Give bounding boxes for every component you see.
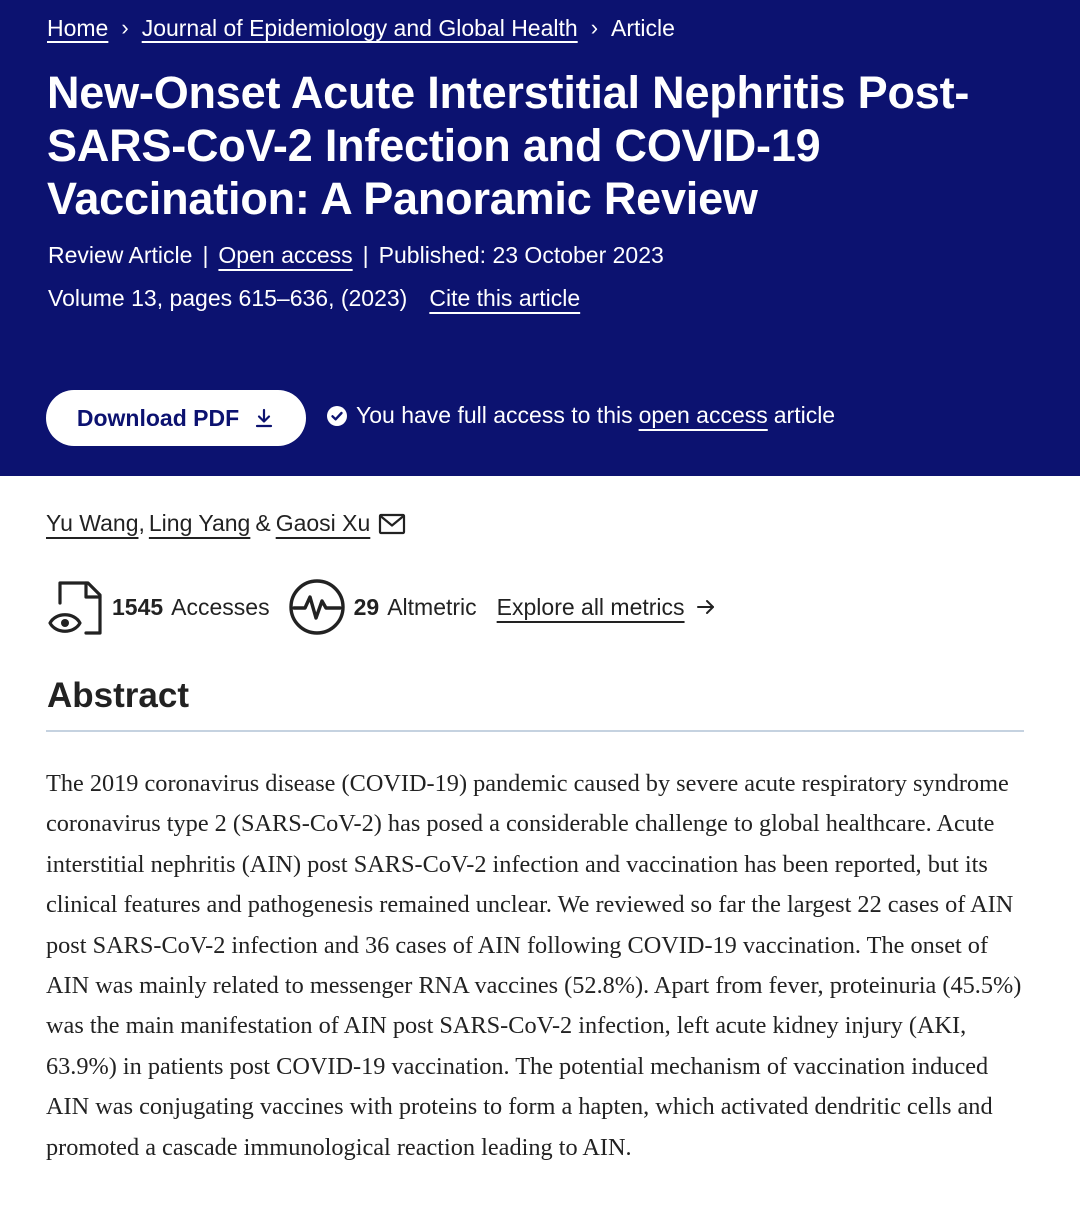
explore-metrics[interactable] bbox=[497, 594, 717, 621]
meta-separator: | bbox=[362, 242, 369, 268]
open-access-link[interactable]: Open access bbox=[218, 242, 353, 268]
abstract-heading: Abstract bbox=[47, 676, 189, 715]
abstract-text: The 2019 coronavirus disease (COVID-19) pandemic caused by severe acute respiratory syndrome coronavirus type 2 (SARS-CoV-2) has posed a considerable challenge to global healthcare. Acute interstitial nephritis (AIN) post SARS-CoV-2 infection and vaccination has been reported, but its clinical features and pathogenesis remained unclear. We reviewed so far the largest 22 cases of AIN post SARS-CoV-2 infection and 36 cases of AIN following COVID-19 vaccination. The onset of AIN was mainly related to messenger RNA vaccines (52.8%). Apart from fever, proteinuria (45.5%) was the main manifestation of AIN post SARS-CoV-2 infection, left acute kidney injury (AKI, 63.9%) in patients post COVID-19 vaccination. The potential mechanism of vaccination induced AIN was conjugating vaccines with proteins to form a hapten, which activated dendritic cells and promoted a cascade immunological reaction leading to AIN. bbox=[46, 770, 1022, 1161]
access-prefix: You have full access to this bbox=[356, 402, 633, 428]
breadcrumb bbox=[47, 12, 675, 44]
mail-icon[interactable] bbox=[378, 512, 406, 536]
author-ampersand: & bbox=[255, 510, 271, 536]
volume-info: Volume 13, pages 615–636, (2023) bbox=[48, 285, 408, 311]
article-meta bbox=[48, 242, 664, 269]
meta-separator: | bbox=[202, 242, 209, 268]
article-type: Review Article bbox=[48, 242, 193, 268]
breadcrumb-home[interactable]: Home bbox=[47, 14, 109, 41]
accesses-label: Accesses bbox=[171, 593, 270, 620]
author-link[interactable]: Yu Wang bbox=[46, 510, 139, 536]
access-open-access-link[interactable]: open access bbox=[638, 402, 768, 428]
article-header bbox=[0, 0, 1080, 476]
published-date: Published: 23 October 2023 bbox=[378, 242, 664, 268]
download-pdf-button[interactable] bbox=[46, 390, 306, 446]
article-metrics bbox=[46, 576, 717, 638]
full-access-notice bbox=[326, 402, 835, 429]
accesses-count: 1545 bbox=[112, 593, 164, 620]
download-pdf-label: Download PDF bbox=[76, 404, 240, 431]
download-icon bbox=[253, 407, 275, 429]
document-eye-icon bbox=[46, 577, 104, 637]
breadcrumb-current: Article bbox=[611, 14, 675, 41]
explore-all-metrics-link[interactable]: Explore all metrics bbox=[496, 593, 685, 620]
breadcrumb-separator: › bbox=[590, 15, 599, 40]
breadcrumb-journal[interactable]: Journal of Epidemiology and Global Health bbox=[141, 14, 578, 41]
abstract-divider bbox=[46, 730, 1024, 732]
author-list bbox=[46, 510, 406, 537]
breadcrumb-separator: › bbox=[121, 15, 129, 40]
cite-this-article-link[interactable]: Cite this article bbox=[429, 285, 581, 311]
access-suffix: article bbox=[773, 402, 836, 428]
accesses-metric bbox=[46, 577, 270, 637]
altmetric-label: Altmetric bbox=[387, 593, 477, 620]
pulse-circle-icon bbox=[288, 577, 346, 637]
check-circle-icon bbox=[326, 405, 348, 427]
article-title: New-Onset Acute Interstitial Nephritis Post-SARS-CoV-2 Infection and COVID-19 Vaccination: A Panoramic Review bbox=[47, 67, 970, 224]
altmetric-count: 29 bbox=[353, 593, 380, 620]
altmetric-metric bbox=[288, 577, 477, 637]
arrow-right-icon[interactable] bbox=[695, 597, 717, 617]
author-link[interactable]: Gaosi Xu bbox=[275, 510, 371, 536]
article-citation-row bbox=[48, 285, 580, 312]
author-link[interactable]: Ling Yang bbox=[148, 510, 251, 536]
author-comma: , bbox=[138, 510, 145, 536]
